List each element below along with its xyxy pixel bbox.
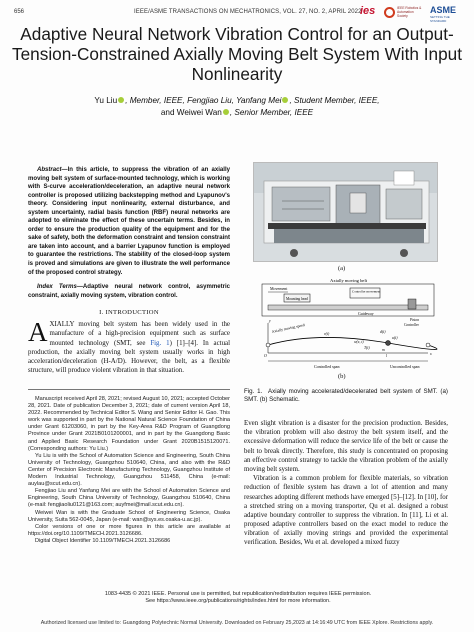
right-column-body: [244, 419, 448, 548]
footnote-paragraph: Digital Object Identifier 10.1109/TMECH.2021.3126686: [35, 537, 171, 544]
author-line-1: [10, 95, 464, 107]
footnote: [28, 396, 230, 545]
schematic-vt-label: v(t): [324, 332, 330, 336]
figure-caption-label: Fig. 1.: [244, 388, 263, 395]
intro-text: ) [1]–[4]. In actual production, the axially moving belt system usually works in high acceleration/deceleration (H-A/D). However, the belt, as a flexible structure, will produce violent vibration in that situation.: [28, 339, 231, 375]
drop-cap: A: [28, 317, 48, 348]
paper-title: Adaptive Neural Network Vibration Control for an Output-Tension-Constrained Axially Moving Belt System With Input Nonlinearity: [12, 24, 462, 84]
schematic-guideway-label: Guideway: [358, 312, 374, 316]
ras-logo: [384, 6, 424, 20]
schematic-piston-label: Piston: [410, 318, 419, 322]
introduction-paragraph: [28, 317, 231, 376]
running-header: [14, 5, 460, 23]
schematic-controlled-span-label: Controlled span: [314, 364, 340, 369]
subfigure-label-b: (b): [338, 373, 346, 380]
copyright-line: 1083-4435 © 2021 IEEE. Personal use is permitted, but republication/redistribution requires IEEE permission.: [104, 591, 372, 597]
asme-logo-text: ASME: [430, 5, 457, 15]
schematic-ut-label: u(t): [392, 336, 398, 340]
asme-logo: [430, 5, 460, 23]
figure-link[interactable]: Fig. 1: [150, 339, 170, 347]
schematic-speed-label: Axially moving speed: [271, 323, 306, 334]
society-logos: [360, 5, 460, 21]
copyright-line: See https://www.ieee.org/publications/rights/index.html for more information.: [145, 598, 331, 604]
body-paragraph: Even slight vibration is a disaster for the precision production. Besides, the vibration problem will also destroy the belt system itself, and the excessive deformation will reduce the service life of the belt or cause the belt to break directly. Therefore, this study is concentrated on proposing an effective control strategy to tackle the vibration problem of the axially moving belt system.: [244, 420, 448, 473]
schematic-uncontrolled-span-label: Uncontrolled span: [390, 364, 420, 369]
ras-logo-text: IEEE Robotics & Automation Society: [397, 6, 422, 18]
left-column: [28, 166, 230, 376]
journal-name: IEEE/ASME TRANSACTIONS ON MECHATRONICS, VOL. 27, NO. 2, APRIL 2022: [134, 9, 362, 15]
index-terms-text: —Adaptive neural network control, asymmetric constraint, axially moving system, vibration control.: [28, 284, 231, 299]
schematic-x-axis-label: x: [430, 352, 432, 356]
footnote-paragraph: Color versions of one or more figures in this article are available at https://doi.org/10.1109/TMECH.2021.3126686.: [28, 523, 230, 537]
author-name: and Weiwei Wan: [160, 107, 222, 117]
schematic-mounting-head-label: Mounting head: [286, 297, 308, 301]
body-paragraph: Vibration is a common problem for flexible materials, so vibration reduction of flexible system has drawn a lot of attention and many researches adopting different methods have emerged [5]–[12]. In [10], for a stretched string on a moving transporter, Qu et al. designed a robust adaptive boundary controller to suppress the vibration. In [11], Li et al. proposed adaptive controllers based on the exact model to reduce the vibration of axially moving strings and provided the experimental verification. Besides, Wu et al. developed a mixed fuzzy: [244, 475, 448, 547]
abstract-text: —In this article, to suppress the vibration of an axially moving belt system of surface-mounted technology, which is working with S-curve acceleration/deceleration, an adaptive neural network controller is proposed utilizing backstepping method and Lyapunov's theory. Considering input nonlinearity, external disturbance, and system uncertainty, radial basis function (RBF) neural networks are adopted to eliminate the effect of these uncertain terms. Besides, in order to ensure the production quality of the equipment and for the sake of safety, both the deformation constraint and tension constraint are taken into account, and a barrier Lyapunov function is employed to guarantee the restrictions. The stability of the closed-loop system is proved and simulations are given to illustrate the well performance of the proposed control strategy.: [28, 167, 230, 276]
schematic-controller-movement-label: Controller movement: [352, 289, 381, 294]
schematic-t-label: T(t): [364, 346, 370, 350]
author-line-2: [10, 107, 464, 119]
author-affiliation: , Member, IEEE, Fengjiao Liu, Yanfang Mei: [125, 96, 282, 105]
schematic-origin-label: O: [264, 354, 267, 358]
index-terms: [28, 283, 230, 300]
schematic-y-axis-label: y: [269, 319, 271, 323]
schematic-mass-label: m: [382, 348, 385, 352]
orcid-icon[interactable]: [282, 97, 288, 103]
figure-caption: [244, 388, 448, 404]
footnote-divider: [28, 389, 230, 390]
author-name: Yu Liu: [94, 96, 118, 105]
abstract-label: Abstract: [37, 167, 62, 173]
schematic-dt-label: d(t): [380, 330, 386, 334]
author-list: [10, 95, 464, 118]
schematic-belt-label: Axially moving belt: [330, 278, 368, 283]
index-terms-label: Index Terms: [37, 284, 77, 291]
download-footer: Authorized licensed use limited to: Guangdong Polytechnic Normal University. Downloaded on February 25,2023 at 14:16:49 UTC from IEEE Xplore. Restrictions apply.: [40, 620, 434, 626]
footnote-paragraph: Yu Liu is with the School of Automation Science and Engineering, South China University of Technology, Guangzhou 510640, China, and also with the R&D Center of Precision Electronic Manufacturing Technology, Guangzhou Institute of Modern Industrial Technology, Guangzhou 511458, China (e-mail: auylau@scut.edu.cn).: [28, 452, 230, 488]
mass-point: [386, 341, 391, 346]
orcid-icon[interactable]: [223, 109, 229, 115]
subfigure-label-a: (a): [338, 265, 346, 272]
belt-band: [268, 305, 428, 310]
page-number: 656: [14, 9, 25, 15]
belt-deflection-curve: [268, 337, 437, 349]
schematic-movement-label: Movement: [270, 286, 288, 291]
footnote-paragraph: Weiwei Wan is with the Graduate School of Engineering Science, Osaka University, Suita 562-0045, Japan (e-mail: wan@sys.es.osaka-u.ac.jp).: [28, 509, 230, 523]
schematic-l-label: l: [386, 354, 388, 358]
schematic-controller-label: Controller: [404, 323, 419, 327]
footnote-paragraph: Manuscript received April 28, 2021; revised August 10, 2021; accepted October 28, 2021. Date of publication December 3, 2021; date of current version April 18, 2022. Recommended by Technical Editor S. Wang and Senior Editor H. Gao. This work was supported in part by the National Natural Science Foundation of China under Grant 61203060, in part by the Key-Area R&D Program of Guangdong Province under Grant 2021B0101200001, and in part by the Guangdong Basic and Applied Basic Research Foundation under Grant 2020B1515120071. (Corresponding authors: Yu Liu.): [28, 396, 230, 452]
asme-logo-subtext: SETTING THE STANDARD: [430, 15, 450, 23]
smt-machine-photo: [253, 162, 438, 262]
footnote-paragraph: Fengjiao Liu and Yanfang Mei are with the School of Automation Science and Engineering, South China University of Technology, Guangzhou 510640, China (e-mail: fengjiaoliu0121@163.com; auyfmei@mail.scut.edu.cn).: [28, 488, 230, 509]
ras-logo-swirl-icon: [384, 7, 395, 18]
ies-logo: ies: [360, 5, 376, 17]
intro-text: XIALLY moving belt system has been widely used in the manufacture of a high-precision equipment such as surface mounted technology (SMT, see: [49, 321, 230, 347]
smt-machine-illustration: [254, 163, 438, 262]
author-affiliation: , Student Member, IEEE,: [289, 96, 380, 105]
author-affiliation: , Senior Member, IEEE: [229, 107, 314, 117]
copyright-notice: [28, 591, 448, 605]
schematic-w-label: w(x, t): [354, 340, 364, 344]
abstract: [28, 166, 230, 277]
belt-schematic-diagram: [258, 275, 438, 371]
section-heading: I. INTRODUCTION: [99, 309, 159, 317]
figure-caption-text: Axially moving accelerated/decelerated belt system of SMT. (a) SMT. (b) Schematic.: [244, 388, 448, 403]
orcid-icon[interactable]: [118, 97, 124, 103]
